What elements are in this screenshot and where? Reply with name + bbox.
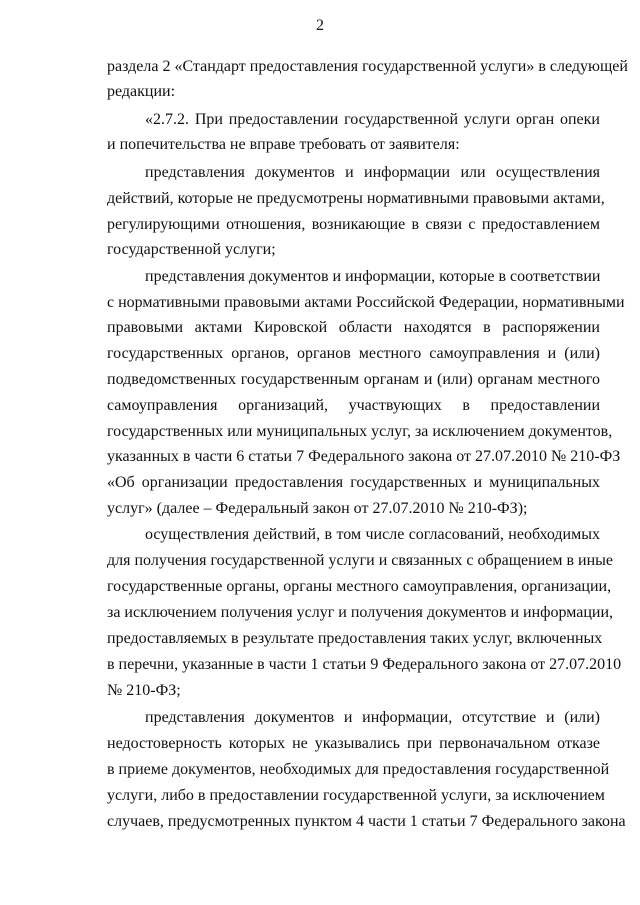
text-line: раздела 2 «Стандарт предоставления государственной услуги» в следующей <box>107 58 628 75</box>
text-line: за исключением получения услуг и получения документов и информации, <box>107 604 614 621</box>
text-line: услуг» (далее – Федеральный закон от 27.07.2010 № 210-ФЗ); <box>107 500 528 517</box>
text-line: государственных органов, органов местного самоуправления и (или) <box>107 345 600 362</box>
text-line: «Об организации предоставления государственных и муниципальных <box>107 474 600 491</box>
text-line: предоставляемых в результате предоставления таких услуг, включенных <box>107 630 603 647</box>
text-line: действий, которые не предусмотрены нормативными правовыми актами, <box>107 190 605 207</box>
text-line: № 210-ФЗ; <box>107 682 181 699</box>
text-line: государственной услуги; <box>107 241 276 258</box>
text-line: услуги, либо в предоставлении государственной услуги, за исключением <box>107 787 605 804</box>
text-line: редакции: <box>107 83 176 100</box>
text-line: в приеме документов, необходимых для предоставления государственной <box>107 761 610 778</box>
text-line: представления документов и информации или осуществления <box>145 164 600 181</box>
text-line: самоуправления организаций, участвующих в предоставлении <box>107 397 600 414</box>
text-line: государственных или муниципальных услуг, за исключением документов, <box>107 423 613 440</box>
page-number: 2 <box>316 17 324 34</box>
text-line: государственные органы, органы местного самоуправления, организации, <box>107 578 612 595</box>
text-line: правовыми актами Кировской области находятся в распоряжении <box>107 319 600 336</box>
text-line: для получения государственной услуги и связанных с обращением в иные <box>107 552 614 569</box>
text-line: с нормативными правовыми актами Российской Федерации, нормативными <box>107 294 625 311</box>
text-line: недостоверность которых не указывались при первоначальном отказе <box>107 735 600 752</box>
text-line: указанных в части 6 статьи 7 Федерального закона от 27.07.2010 № 210-ФЗ <box>107 448 621 465</box>
text-line: подведомственных государственным органам и (или) органам местного <box>107 371 600 388</box>
text-line: и попечительства не вправе требовать от заявителя: <box>107 136 460 153</box>
text-line: «2.7.2. При предоставлении государственной услуги орган опеки <box>145 111 600 128</box>
text-line: представления документов и информации, отсутствие и (или) <box>145 709 600 726</box>
text-line: представления документов и информации, которые в соответствии <box>145 268 601 285</box>
text-line: случаев, предусмотренных пунктом 4 части 1 статьи 7 Федерального закона <box>107 813 626 830</box>
text-line: в перечни, указанные в части 1 статьи 9 Федерального закона от 27.07.2010 <box>107 656 622 673</box>
text-line: осуществления действий, в том числе согласований, необходимых <box>145 526 600 543</box>
text-line: регулирующими отношения, возникающие в связи с предоставлением <box>107 216 600 233</box>
